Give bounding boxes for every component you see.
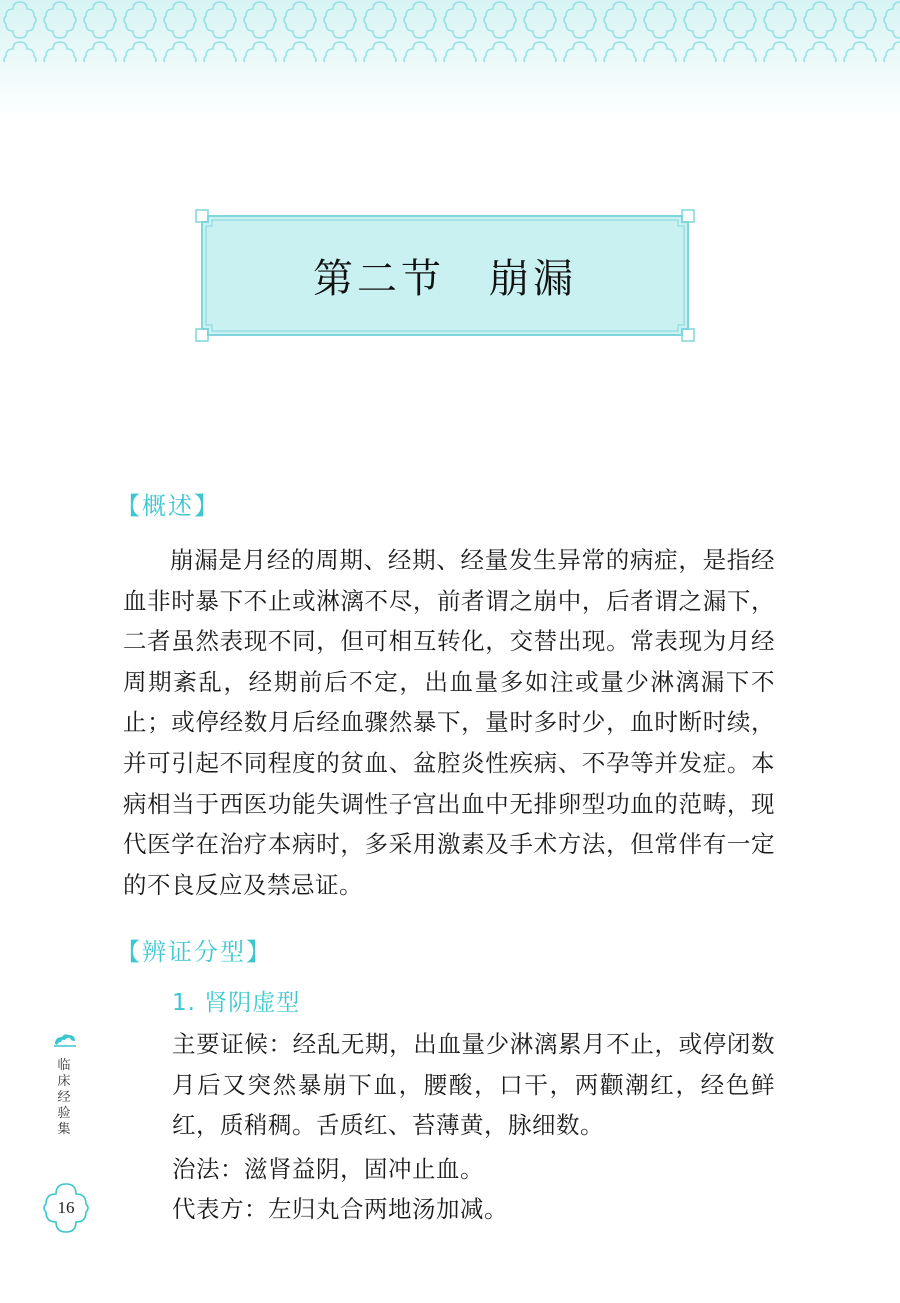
type1-heading: 1. 肾阴虚型 [172, 990, 301, 1016]
book-side-label: 临床经验集 [57, 1058, 71, 1137]
page-number-badge [38, 1180, 94, 1236]
type1-symptoms: 主要证候：经乱无期，出血量少淋漓累月不止，或停闭数月后又突然暴崩下血，腰酸，口干，两颧潮红，经色鲜红，质稍稠。舌质红、苔薄黄，脉细数。 [172, 1030, 775, 1140]
cloud-ornament-icon [52, 1032, 78, 1048]
section-title: 第二节 崩漏 [313, 256, 577, 302]
overview-paragraph: 崩漏是月经的周期、经期、经量发生异常的病症，是指经血非时暴下不止或淋漓不尽，前者谓之崩中，后者谓之漏下，二者虽然表现不同，但可相互转化，交替出现。常表现为月经周期紊乱，经期前后不定，出血量多如注或量少淋漓漏下不止；或停经数月后经血骤然暴下，量时多时少，血时断时续，并可引起不同程度的贫血、盆腔炎性疾病、不孕等并发症。本病相当于西医功能失调性子宫出血中无排卵型功血的范畴，现代医学在治疗本病时，多采用激素及手术方法，但常伴有一定的不良反应及禁忌证。 [123, 546, 775, 899]
overview-heading: 【概述】 [116, 492, 220, 520]
type1-formula: 代表方：左归丸合两地汤加减。 [172, 1195, 508, 1223]
classification-heading: 【辨证分型】 [116, 938, 272, 966]
lattice-pattern [0, 0, 900, 70]
type1-symptoms-wrap [123, 1024, 775, 1146]
section-title-box [194, 208, 696, 343]
type1-treatment: 治法：滋肾益阴，固冲止血。 [172, 1155, 484, 1183]
top-decorative-band [0, 0, 900, 120]
page-number: 16 [57, 1198, 75, 1217]
